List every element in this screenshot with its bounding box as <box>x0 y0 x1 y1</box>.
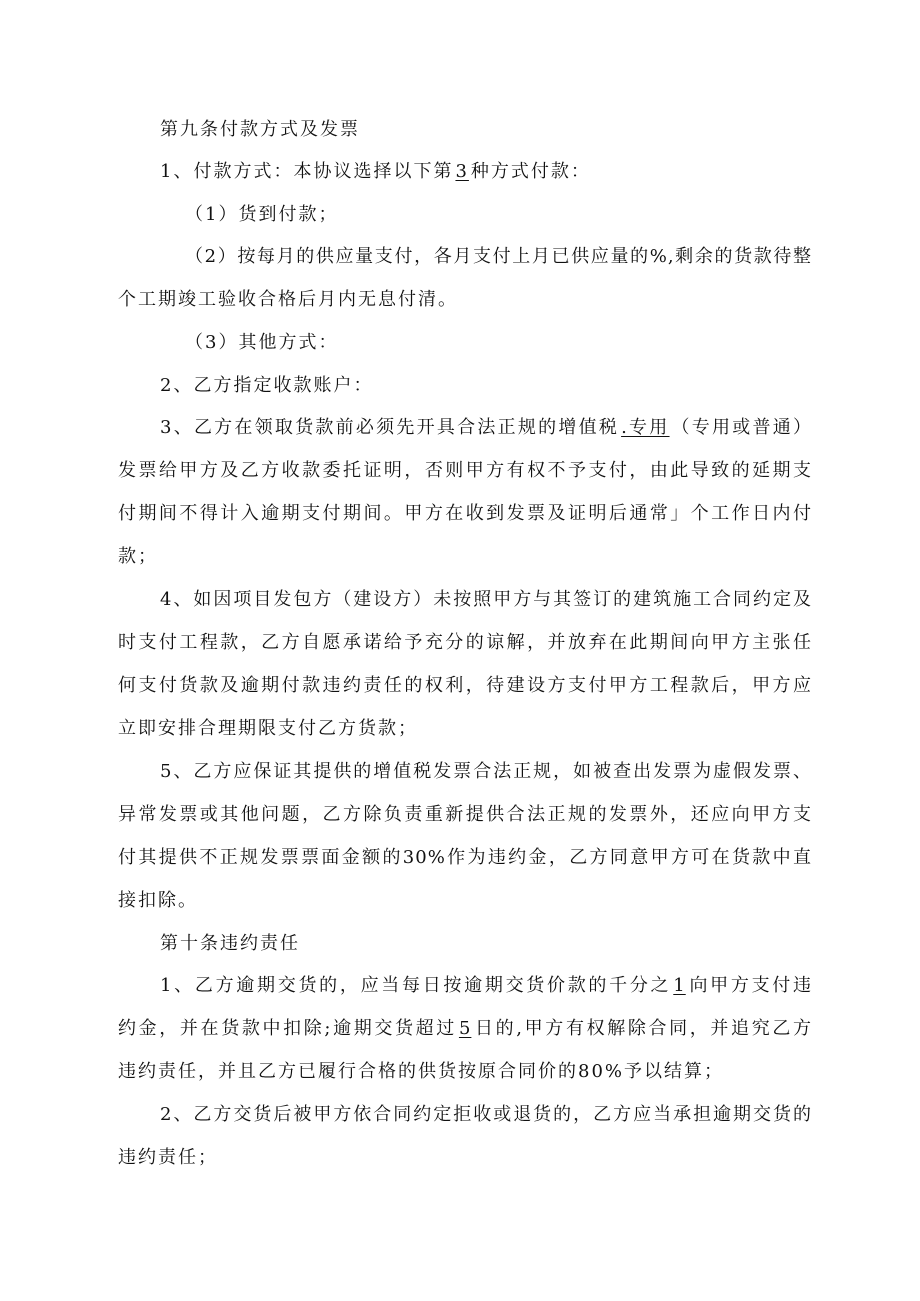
late-delivery-clause-line2: 约金，并在货款中扣除;逾期交货超过 5 日的,甲方有权解除合同，并追究乙方 <box>118 1018 812 1039</box>
late-delivery-clause-line3: 违约责任，并且乙方已履行合格的供货按原合同价的80%予以结算； <box>118 1061 725 1082</box>
vat-invoice-clause-line4: 接扣除。 <box>118 890 198 911</box>
designated-account: 2、乙方指定收款账户： <box>160 375 374 396</box>
payment-method-line: 1、付款方式：本协议选择以下第 3 种方式付款： <box>160 161 591 182</box>
payment-option-number: 3 <box>455 161 469 182</box>
owner-payment-clause-line4: 立即安排合理期限支付乙方货款； <box>118 718 418 739</box>
payment-option-2-line2: 个工期竣工验收合格后月内无息付清。 <box>118 289 458 310</box>
vat-invoice-clause-line1: 5、乙方应保证其提供的增值税发票合法正规，如被查出发票为虚假发票、 <box>160 761 812 782</box>
daily-penalty-rate: 1 <box>673 975 686 996</box>
overdue-days-limit: 5 <box>458 1018 472 1039</box>
invoice-clause-line4: 款； <box>118 546 158 567</box>
payment-option-3: （3）其他方式： <box>185 332 339 353</box>
invoice-clause-line1: 3、乙方在领取货款前必须先开具合法正规的增值税 .专用 （专用或普通） <box>160 417 813 438</box>
invoice-type-blank: .专用 <box>621 417 670 438</box>
late-delivery-clause-line1: 1、乙方逾期交货的，应当每日按逾期交货价款的千分之 1 向甲方支付违 <box>160 975 813 996</box>
vat-invoice-clause-line3: 付其提供不正规发票票面金额的30%作为违约金，乙方同意甲方可在货款中直 <box>118 847 812 868</box>
owner-payment-clause-line2: 时支付工程款，乙方自愿承诺给予充分的谅解，并放弃在此期间向甲方主张任 <box>118 632 812 653</box>
owner-payment-clause-line1: 4、如因项目发包方（建设方）未按照甲方与其签订的建筑施工合同约定及 <box>160 589 812 610</box>
payment-option-2-line1: （2）按每月的供应量支付，各月支付上月已供应量的%,剩余的货款待整 <box>185 246 812 267</box>
invoice-clause-line2: 发票给甲方及乙方收款委托证明，否则甲方有权不予支付，由此导致的延期支 <box>118 460 812 481</box>
article-9-heading: 第九条付款方式及发票 <box>160 119 360 140</box>
owner-payment-clause-line3: 何支付货款及逾期付款违约责任的权利，待建设方支付甲方工程款后，甲方应 <box>118 675 812 696</box>
rejection-clause-line1: 2、乙方交货后被甲方依合同约定拒收或退货的，乙方应当承担逾期交货的 <box>160 1104 812 1125</box>
vat-invoice-clause-line2: 异常发票或其他问题，乙方除负责重新提供合法正规的发票外，还应向甲方支 <box>118 804 812 825</box>
article-10-heading: 第十条违约责任 <box>160 933 300 954</box>
invoice-clause-line3: 付期间不得计入逾期支付期间。甲方在收到发票及证明后通常」个工作日内付 <box>118 503 812 524</box>
payment-option-1: （1）货到付款； <box>185 204 339 225</box>
rejection-clause-line2: 违约责任； <box>118 1147 218 1168</box>
